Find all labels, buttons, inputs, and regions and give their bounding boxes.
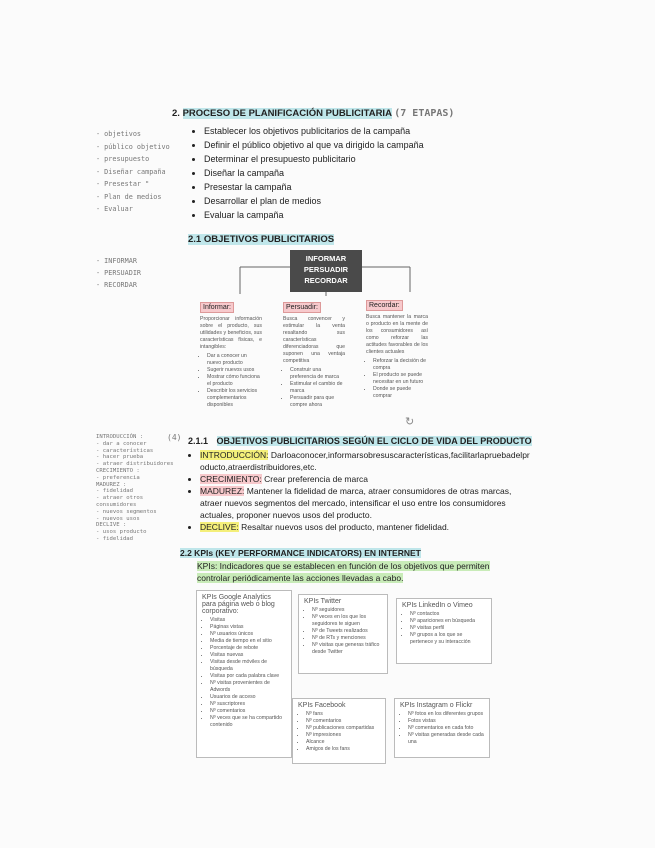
kpi-item: • Nº apariciones en búsqueda [410, 618, 486, 625]
margin-note: - hacer prueba [96, 454, 144, 461]
kpi-item: • Nº seguidores [312, 607, 382, 614]
kpi-item: • Nº de Tweets realizados [312, 628, 382, 635]
margin-note: INTRODUCCIÓN : [96, 434, 144, 440]
planning-steps-list [190, 124, 464, 222]
margin-note: - usos producto [96, 529, 147, 536]
kpi-box-facebook [292, 698, 386, 764]
margin-note: - fidelidad [96, 535, 134, 542]
planning-step: • Determinar el presupuesto publicitario [204, 152, 464, 166]
margin-notes [96, 128, 176, 216]
kpi-item: • Visitas nuevas [210, 652, 286, 659]
kpi-item: • Visitas [210, 617, 286, 624]
kpi-box-title: KPIs Instagram o Flickr [400, 702, 473, 709]
planning-step: • Diseñar la campaña [204, 166, 464, 180]
kpi-intro-text: KPIs: Indicadores que se establecen en función de los objetivos que permiten controlar periódicamente las acciones llevadas a cabo. [197, 561, 490, 583]
kpi-box-twitter [298, 594, 388, 674]
objective-column-persuadir [283, 296, 345, 409]
kpi-item: • Páginas vistas [210, 624, 286, 631]
kpi-item: • Nº grupos a los que se pertenece y su interacción [410, 632, 486, 646]
planning-step: • Evaluar la campaña [204, 208, 464, 222]
column-head: Persuadir: [283, 302, 321, 313]
column-bullets [366, 358, 428, 400]
column-bullet: • Estimular el cambio de marca [290, 381, 345, 395]
margin-note: - dar a conocer [96, 440, 147, 447]
section-2-1-heading [188, 234, 334, 245]
kpi-item: • Amigos de los fans [306, 746, 380, 753]
column-text: Proporcionar información sobre el producto, sus utilidades y beneficios, sus características físicas, e intangibles: [200, 316, 262, 350]
objective-column-recordar [366, 294, 428, 400]
margin-note: - nuevos segmentos [96, 508, 157, 515]
kpi-box-google-analytics [196, 590, 292, 758]
lifecycle-text: Mantener la fidelidad de marca, atraer consumidores de otras marcas, atraer nuevos segmentos del mercado, intensificar el uso entre los consumidores actuales, proponer nuevos usos del producto. [200, 486, 512, 520]
margin-note: - PERSUADIR [96, 269, 142, 277]
margin-note: - Plan de medios [96, 192, 162, 201]
kpi-item: • Nº fotos en los diferentes grupos [408, 711, 484, 718]
connector-lines [200, 266, 430, 296]
kpi-item: • Visitas por cada palabra clave [210, 673, 286, 680]
margin-notes-objectives [96, 255, 176, 291]
section-2-2-heading [180, 548, 421, 558]
column-bullet: • El producto se puede necesitar en un futuro [373, 372, 428, 386]
section-title: 2.1 OBJETIVOS PUBLICITARIOS [188, 234, 335, 245]
margin-note: - Presestar " [96, 180, 150, 188]
kpi-item: • Nº impresiones [306, 732, 380, 739]
section-title: 2.2 KPIs (KEY PERFORMANCE INDICATORS) EN INTERNET [180, 548, 421, 558]
margin-notes-lifecycle [96, 434, 176, 543]
column-bullets [200, 353, 262, 409]
column-bullet: • Construir una preferencia de marca [290, 367, 345, 381]
margin-note: - INFORMAR [96, 257, 137, 265]
kpi-box-title: KPIs Google Analytics para página web o blog corporativo: [202, 594, 275, 615]
kpi-item: • Nº de RTs y menciones [312, 635, 382, 642]
margin-note: - atraer otros consumidores [96, 495, 144, 508]
kpi-item: • Nº suscriptores [210, 701, 286, 708]
refresh-icon: ↻ [405, 416, 415, 428]
column-head: Informar: [200, 302, 234, 313]
margin-note: - preferencia [96, 474, 140, 481]
lifecycle-item [200, 473, 530, 485]
margin-count: (4) [167, 433, 182, 442]
kpi-item: • Nº comentarios en cada foto [408, 725, 484, 732]
kpi-box-instagram [394, 698, 490, 758]
margin-note: - RECORDAR [96, 281, 137, 289]
lifecycle-item [200, 485, 530, 521]
planning-step: • Definir el público objetivo al que va dirigido la campaña [204, 138, 464, 152]
center-box-line: INFORMAR [305, 254, 347, 263]
column-bullet: • Describir los servicios complementarios disponibles [207, 388, 262, 409]
lifecycle-label: CRECIMIENTO: [200, 474, 262, 484]
kpi-item: • Alcance [306, 739, 380, 746]
kpi-list [298, 711, 380, 753]
lifecycle-label: MADUREZ: [200, 486, 245, 496]
kpi-box-title: KPIs Facebook [298, 702, 346, 709]
section-title: OBJETIVOS PUBLICITARIOS SEGÚN EL CICLO DE VIDA DEL PRODUCTO [216, 436, 532, 446]
margin-note: - Diseñar campaña [96, 167, 166, 176]
center-box-line: RECORDAR [304, 276, 348, 285]
margin-note: - nuevos usos [96, 515, 140, 522]
center-box-line: PERSUADIR [303, 265, 349, 274]
kpi-item: • Nº usuarios únicos [210, 631, 286, 638]
column-bullet: • Sugerir nuevos usos [207, 367, 262, 374]
kpi-list [400, 711, 484, 746]
margin-note: - presupuesto [96, 155, 150, 163]
column-bullet: • Donde se puede comprar [373, 386, 428, 400]
kpi-item: • Media de tiempo en el sitio [210, 638, 286, 645]
kpi-item: • Nº veces que se ha compartido contenido [210, 715, 286, 729]
planning-step: • Presestar la campaña [204, 180, 464, 194]
kpi-item: • Nº visitas que generas tráfico desde Twitter [312, 642, 382, 656]
kpi-intro [197, 561, 522, 584]
planning-step: • Establecer los objetivos publicitarios de la campaña [204, 124, 464, 138]
kpi-box-title: KPIs Twitter [304, 598, 342, 605]
kpi-item: • Porcentaje de rebote [210, 645, 286, 652]
lifecycle-label: DECLIVE: [200, 522, 239, 532]
kpi-item: • Usuarios de acceso [210, 694, 286, 701]
kpi-box-title: KPIs LinkedIn o Vimeo [402, 602, 473, 609]
objective-column-informar [200, 296, 262, 409]
margin-note: - fidelidad [96, 488, 134, 495]
column-text: Busca convencer y estimular la venta resaltando sus características diferenciadoras que suponen una ventaja competitiva [283, 316, 345, 364]
kpi-item: • Nº fans [306, 711, 380, 718]
column-bullet: • Mostrar cómo funciona el producto [207, 374, 262, 388]
column-text: Busca mantener la marca o producto en la mente de los consumidores así como reforzar las actitudes favorables de los clientes actuales [366, 314, 428, 355]
lifecycle-item [200, 449, 530, 473]
lifecycle-item [200, 521, 530, 533]
kpi-item: • Nº veces en los que los seguidores te siguen [312, 614, 382, 628]
margin-note: - Evaluar [96, 205, 133, 213]
handwritten-note: (7 ETAPAS) [394, 108, 455, 119]
kpi-item: • Nº contactos [410, 611, 486, 618]
margin-note: - características [96, 447, 154, 454]
lifecycle-list [186, 449, 530, 533]
column-bullet: • Persuadir para que compre ahora [290, 395, 345, 409]
margin-note: MADUREZ : [96, 481, 127, 488]
lifecycle-text: Resaltar nuevos usos del producto, mantener fidelidad. [241, 522, 450, 532]
margin-note: - público objetivo [96, 142, 170, 151]
margin-note: CRECIMIENTO : [96, 467, 140, 474]
kpi-item: • Nº visitas generadas desde cada una [408, 732, 484, 746]
column-bullet: • Dar a conocer un nuevo producto [207, 353, 262, 367]
kpi-box-linkedin [396, 598, 492, 664]
kpi-list [202, 617, 286, 729]
lifecycle-text: Darloaconocer,informarsobresuscaracterísticas,facilitarlapruebadelproducto,atraerdistribuidores,etc. [200, 450, 530, 472]
column-bullet: • Reforzar la decisión de compra [373, 358, 428, 372]
lifecycle-text: Crear preferencia de marca [264, 474, 369, 484]
kpi-list [402, 611, 486, 646]
section-number: 2. [172, 108, 180, 119]
kpi-item: • Fotos vistas [408, 718, 484, 725]
margin-note: DECLIVE : [96, 522, 127, 529]
section-2-1-1-heading [188, 436, 532, 446]
kpi-item: • Nº comentarios [306, 718, 380, 725]
column-head: Recordar: [366, 300, 403, 311]
margin-note: - objetivos [96, 130, 142, 138]
kpi-item: • Nº visitas perfil [410, 625, 486, 632]
kpi-item: • Nº visitas provenientes de Adwords [210, 680, 286, 694]
kpi-item: • Visitas desde móviles de búsqueda [210, 659, 286, 673]
kpi-item: • Nº publicaciones compartidas [306, 725, 380, 732]
lifecycle-label: INTRODUCCIÓN: [200, 450, 269, 460]
kpi-list [304, 607, 382, 656]
column-bullets [283, 367, 345, 409]
section-title: PROCESO DE PLANIFICACIÓN PUBLICITARIA [182, 108, 392, 119]
section-number: 2.1.1 [188, 436, 209, 446]
planning-step: • Desarrollar el plan de medios [204, 194, 464, 208]
section-2-heading [172, 108, 454, 119]
margin-note: - atraer distribuidores [96, 461, 174, 468]
kpi-item: • Nº comentarios [210, 708, 286, 715]
